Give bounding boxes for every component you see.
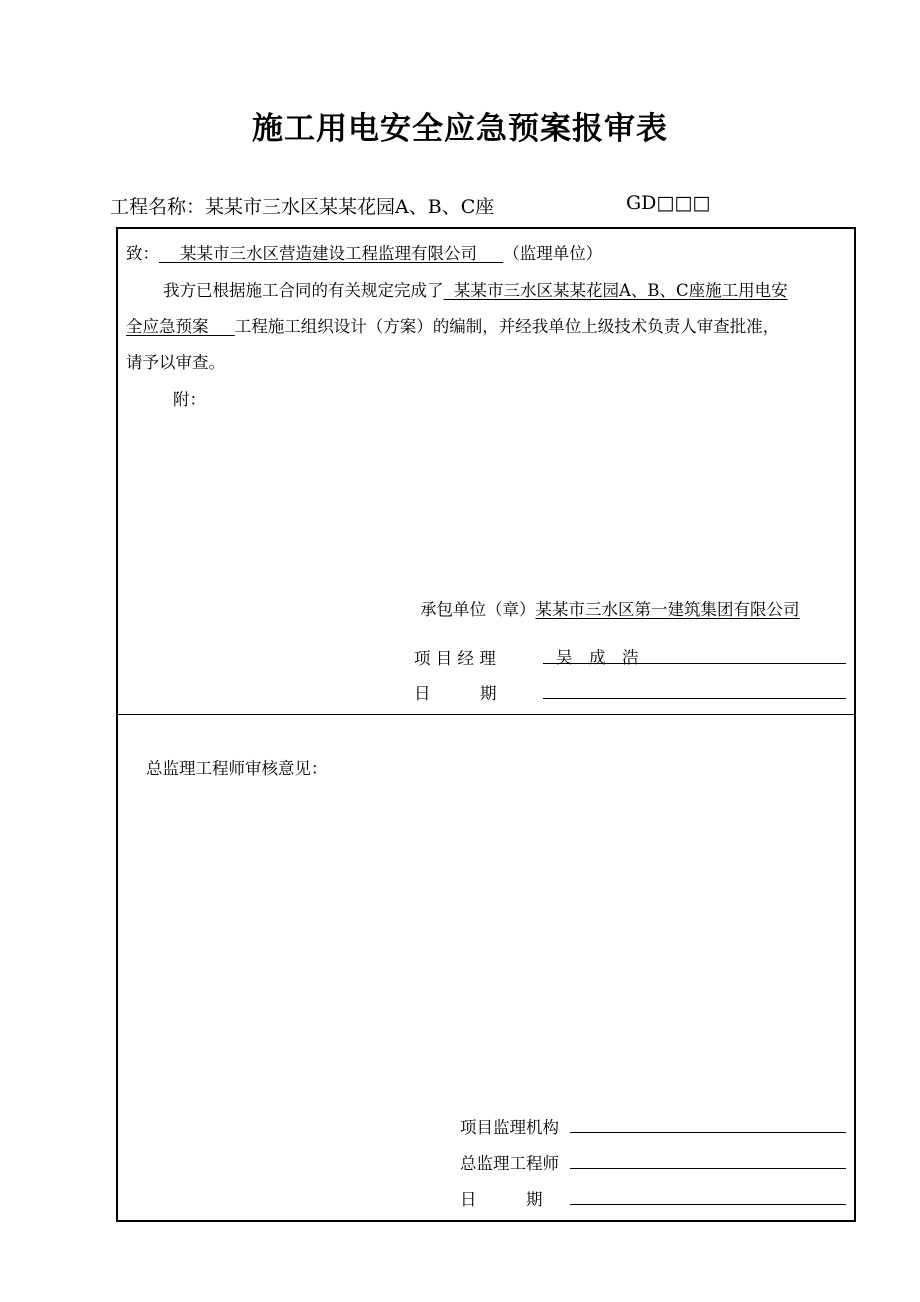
to-label: 致： <box>126 244 159 263</box>
upper-date-line <box>543 698 846 699</box>
contractor-label: 承包单位（章） <box>420 600 536 619</box>
supervisor-suffix: （监理单位） <box>503 244 603 263</box>
org-line <box>570 1132 846 1133</box>
form-table <box>116 227 856 1222</box>
form-code: GD□□□ <box>626 192 711 214</box>
section-divider <box>118 714 854 715</box>
addressee-row <box>126 240 602 264</box>
attachment-label: 附： <box>173 390 206 409</box>
pm-label: 项 目 经 理 <box>414 649 496 668</box>
contractor-name: 某某市三水区第一建筑集团有限公司 <box>535 600 800 619</box>
upper-date-label: 日 期 <box>414 684 497 703</box>
statement-line-2: 全应急预案 工程施工组织设计（方案）的编制，并经我单位上级技术负责人审查批准， <box>126 317 780 336</box>
plan-title-part1: 某某市三水区某某花园A、B、C座施工用电安 <box>454 281 788 300</box>
lower-date-line <box>570 1204 846 1205</box>
chief-engineer-line <box>570 1168 846 1169</box>
chief-engineer-label: 总监理工程师 <box>460 1154 559 1173</box>
plan-title-part2: 全应急预案 <box>126 317 209 336</box>
supervisor-unit: 某某市三水区营造建设工程监理有限公司 <box>179 244 477 263</box>
project-name-row <box>110 192 494 219</box>
statement-line-1: 我方已根据施工合同的有关规定完成了 某某市三水区某某花园A、B、C座施工用电安 <box>163 281 788 300</box>
opinion-label: 总监理工程师审核意见： <box>146 759 328 778</box>
pm-name: 吴 成 浩 <box>556 648 639 667</box>
project-name: 某某市三水区某某花园A、B、C座 <box>205 196 495 218</box>
form-title: 施工用电安全应急预案报审表 <box>252 111 668 147</box>
lower-date-label: 日 期 <box>460 1190 543 1209</box>
statement-line-3: 请予以审查。 <box>126 353 225 372</box>
org-label: 项目监理机构 <box>460 1118 559 1137</box>
project-name-label: 工程名称： <box>110 196 206 218</box>
contractor-row <box>420 596 800 620</box>
